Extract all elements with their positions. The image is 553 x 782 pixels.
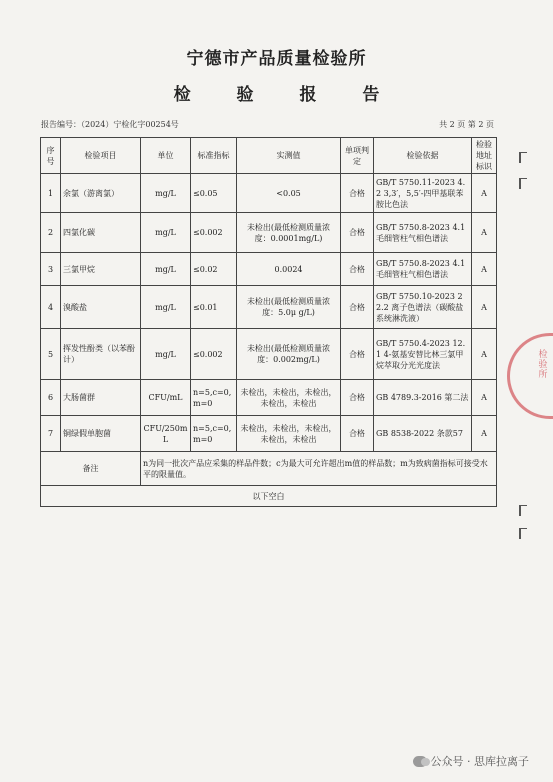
table-row [41,416,497,452]
row-unit: CFU/250mL [141,416,191,452]
seal-stamp-text: 检验所 [538,350,548,380]
watermark [413,753,530,769]
row-measured: 未检出(最低检测质量浓度：5.0μ g/L) [237,286,341,329]
row-item: 溴酸盐 [61,286,141,329]
row-judgement: 合格 [341,213,374,253]
margin-mark [519,178,527,189]
row-index: 4 [41,286,61,329]
row-item: 挥发性酚类（以苯酚计） [61,329,141,380]
table-row [41,253,497,286]
row-measured: 未检出，未检出，未检出，未检出，未检出 [237,416,341,452]
row-judgement: 合格 [341,380,374,416]
blank-row [41,486,497,507]
row-basis: GB/T 5750.4-2023 12.1 4-氨基安替比林三氯甲烷萃取分光光度法 [374,329,472,380]
col-header-basis: 检验依据 [374,138,472,174]
row-judgement: 合格 [341,253,374,286]
row-measured: <0.05 [237,174,341,213]
row-measured: 未检出，未检出，未检出，未检出，未检出 [237,380,341,416]
page-info: 共 2 页 第 2 页 [439,120,494,129]
row-basis: GB 4789.3-2016 第二法 [374,380,472,416]
margin-mark [519,528,527,539]
row-unit: mg/L [141,174,191,213]
col-header-judgement: 单项判定 [341,138,374,174]
row-site: A [472,286,497,329]
row-item: 铜绿假单胞菌 [61,416,141,452]
margin-mark [519,505,527,516]
row-standard: n=5,c=0,m=0 [191,380,237,416]
col-header-item: 检验项目 [61,138,141,174]
row-item: 余氯（游离氯） [61,174,141,213]
row-index: 3 [41,253,61,286]
table-row [41,174,497,213]
inspection-table [40,137,497,507]
row-judgement: 合格 [341,416,374,452]
row-standard: ≤0.01 [191,286,237,329]
row-index: 6 [41,380,61,416]
row-measured: 未检出(最低检测质量浓度：0.0001mg/L) [237,213,341,253]
row-site: A [472,329,497,380]
col-header-measured: 实测值 [237,138,341,174]
row-standard: ≤0.002 [191,213,237,253]
row-index: 1 [41,174,61,213]
watermark-text: 公众号 · 思库拉离子 [430,755,529,768]
row-site: A [472,213,497,253]
report-number: 报告编号：（2024）宁检化字00254号 [41,120,179,129]
row-basis: GB/T 5750.11-2023 4.2 3,3′，5,5′-四甲基联苯胺比色法 [374,174,472,213]
col-header-site: 检验地址标识 [472,138,497,174]
document-title: 检 验 报 告 [173,85,400,105]
table-row [41,380,497,416]
note-text: n为同一批次产品应采集的样品件数；c为最大可允许超出m值的样品数；m为致病菌指标可接受水平的限量值。 [141,452,497,486]
row-unit: CFU/mL [141,380,191,416]
row-basis: GB/T 5750.10-2023 22.2 离子色谱法（碳酸盐系统淋洗液） [374,286,472,329]
table-row [41,329,497,380]
row-basis: GB/T 5750.8-2023 4.1毛细管柱气相色谱法 [374,253,472,286]
row-measured: 未检出(最低检测质量浓度：0.002mg/L) [237,329,341,380]
row-judgement: 合格 [341,286,374,329]
row-judgement: 合格 [341,174,374,213]
row-judgement: 合格 [341,329,374,380]
row-standard: ≤0.002 [191,329,237,380]
row-basis: GB/T 5750.8-2023 4.1毛细管柱气相色谱法 [374,213,472,253]
table-row [41,213,497,253]
row-index: 7 [41,416,61,452]
row-standard: ≤0.05 [191,174,237,213]
table-row [41,286,497,329]
row-item: 四氯化碳 [61,213,141,253]
row-basis: GB 8538-2022 条款57 [374,416,472,452]
row-standard: ≤0.02 [191,253,237,286]
table-header-row [41,138,497,174]
row-unit: mg/L [141,329,191,380]
row-site: A [472,174,497,213]
row-unit: mg/L [141,213,191,253]
row-site: A [472,253,497,286]
row-measured: 0.0024 [237,253,341,286]
row-site: A [472,380,497,416]
row-item: 三氯甲烷 [61,253,141,286]
blank-notice: 以下空白 [41,486,497,507]
row-site: A [472,416,497,452]
row-standard: n=5,c=0,m=0 [191,416,237,452]
row-index: 5 [41,329,61,380]
margin-mark [519,152,527,163]
row-unit: mg/L [141,253,191,286]
row-item: 大肠菌群 [61,380,141,416]
row-index: 2 [41,213,61,253]
col-header-standard: 标准指标 [191,138,237,174]
col-header-index: 序号 [41,138,61,174]
organization-name: 宁德市产品质量检验所 [186,49,367,69]
row-unit: mg/L [141,286,191,329]
note-row [41,452,497,486]
note-label: 备注 [41,452,141,486]
col-header-unit: 单位 [141,138,191,174]
wechat-icon [413,756,427,767]
